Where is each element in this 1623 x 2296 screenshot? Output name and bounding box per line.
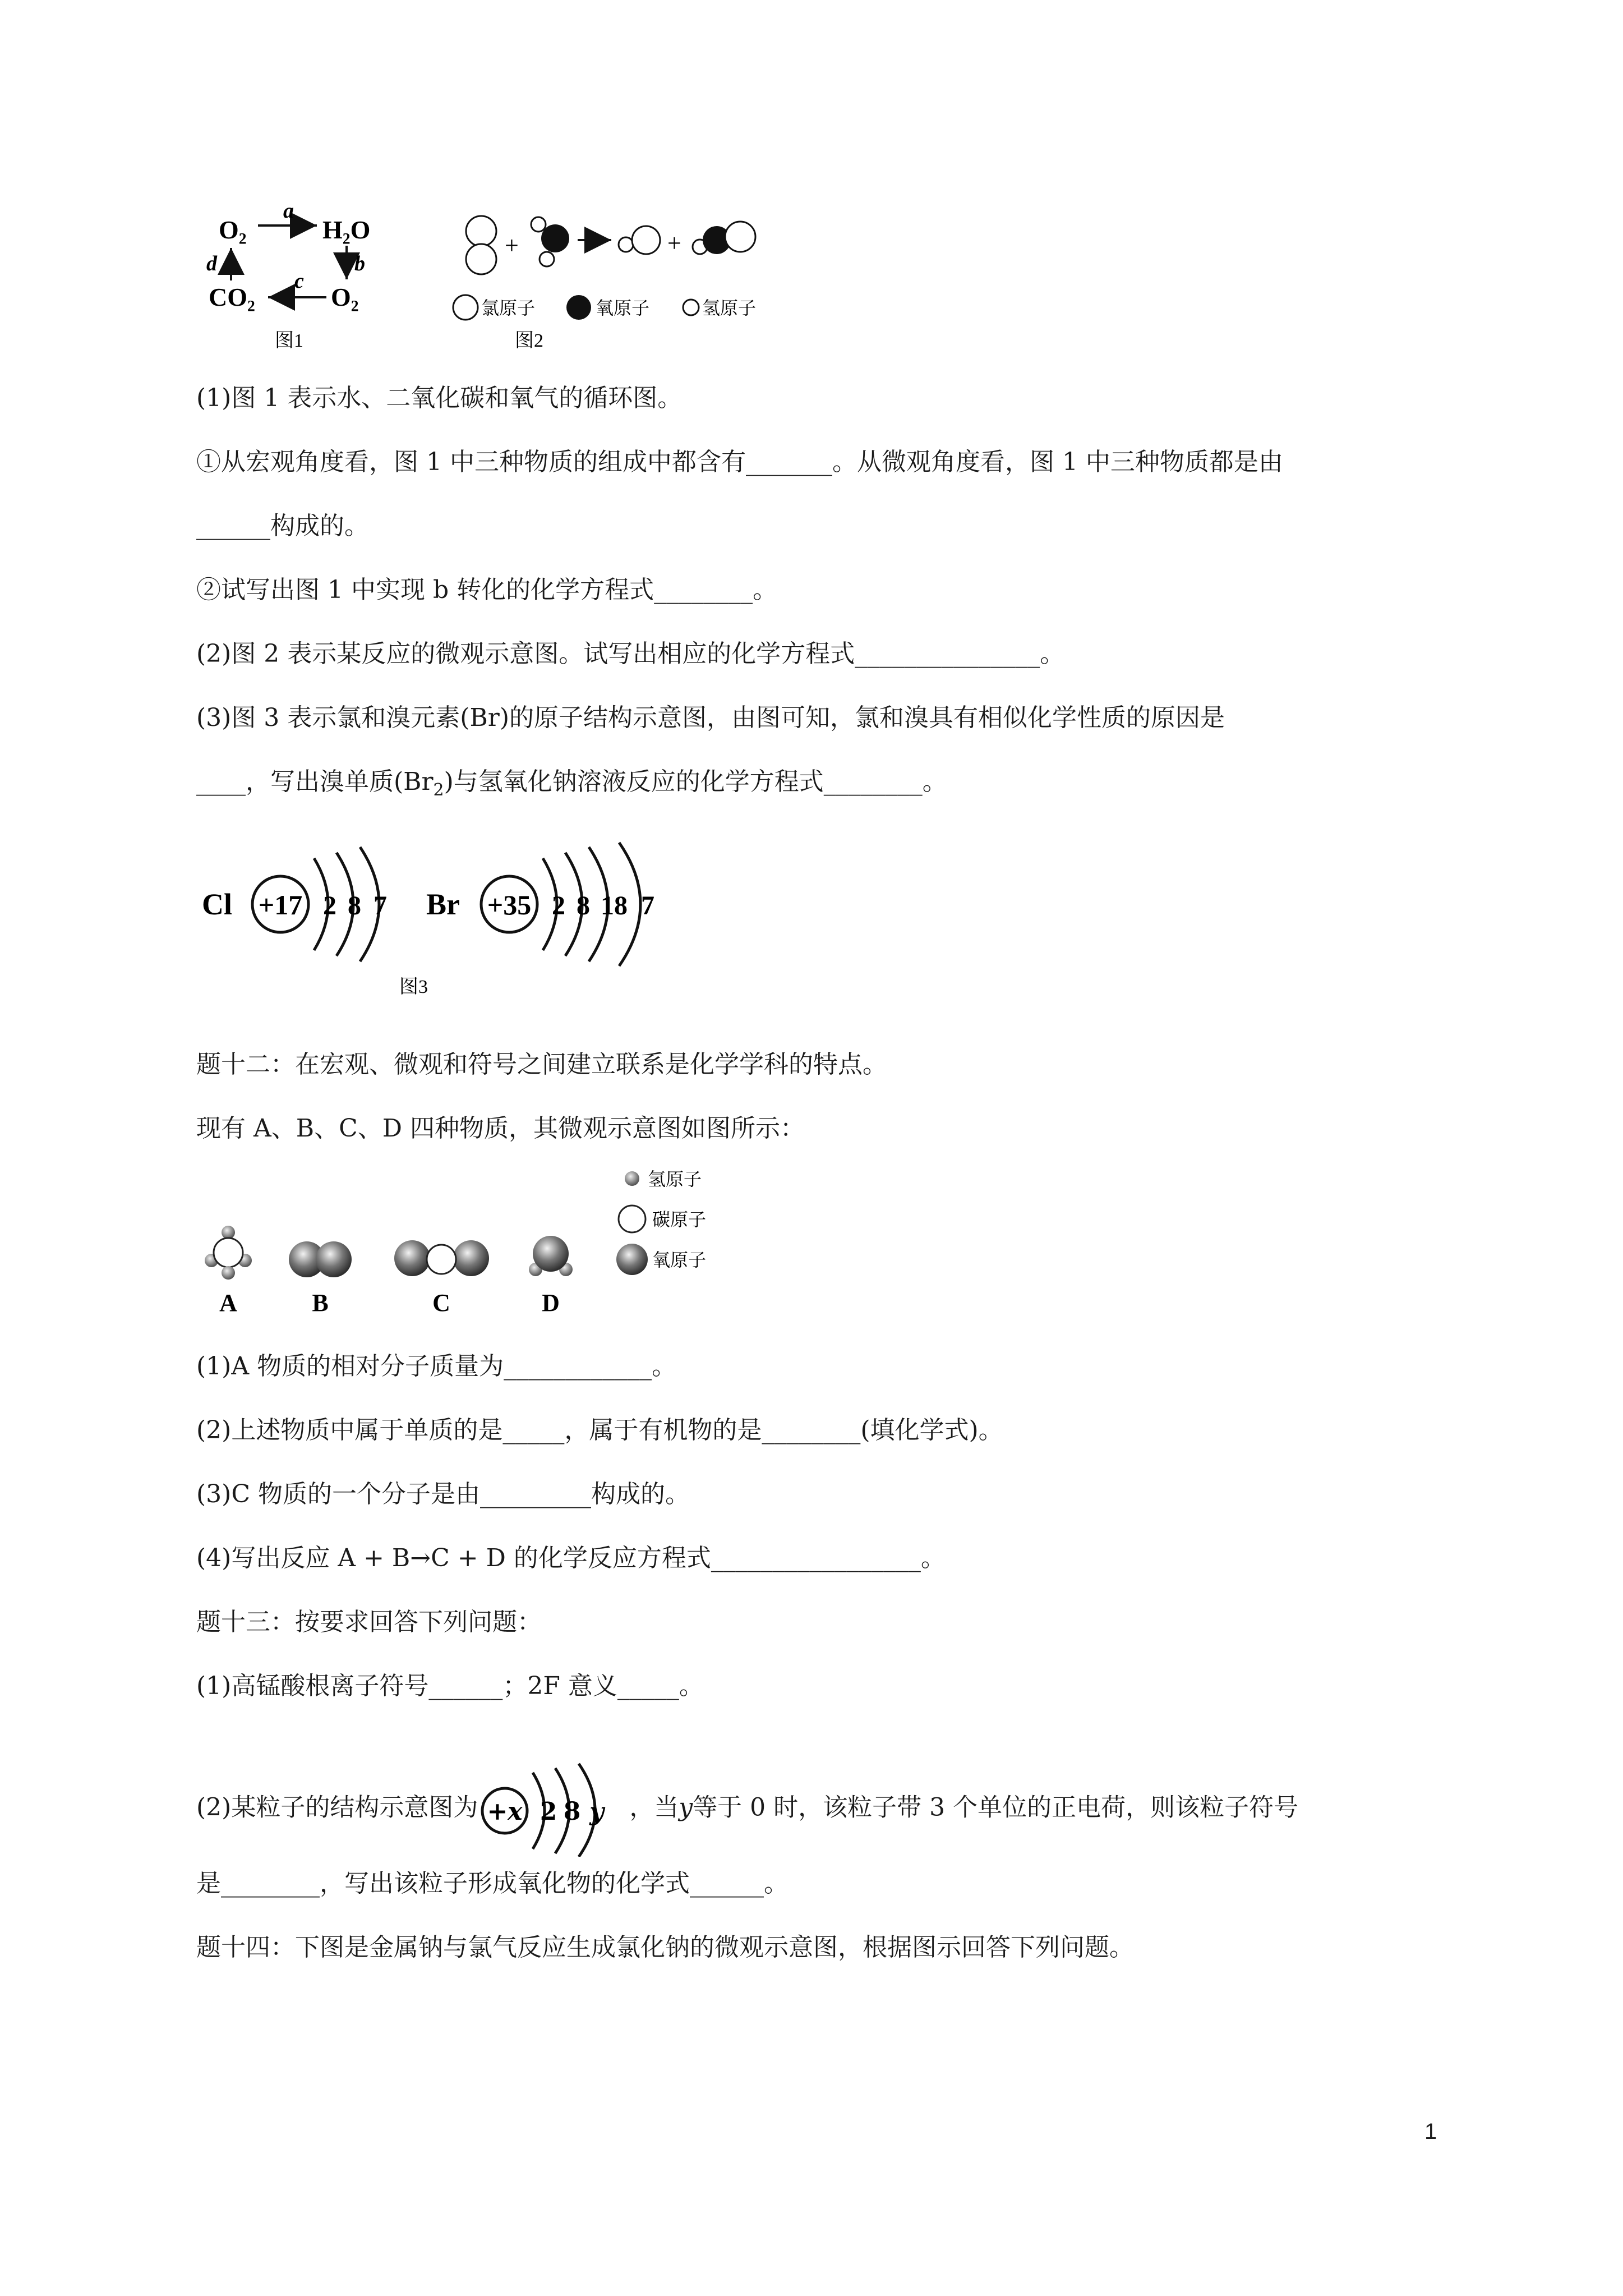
legend-hydrogen-icon bbox=[625, 1171, 639, 1186]
q12-part2: (2)上述物质中属于单质的是_____，属于有机物的是________(填化学式)。 bbox=[196, 1416, 1003, 1444]
q12-title: 题十二：在宏观、微观和符号之间建立联系是化学学科的特点。 bbox=[196, 1050, 887, 1079]
legend-carbon-label: 碳原子 bbox=[652, 1209, 707, 1230]
legend-oxygen-label: 氧原子 bbox=[596, 298, 650, 318]
oxygen-atom bbox=[394, 1240, 430, 1276]
legend-hydrogen-icon bbox=[683, 300, 699, 315]
br-shell-2: 8 bbox=[577, 891, 590, 921]
q11-part3-cont-b: )与氢氧化钠溶液反应的化学方程式________。 bbox=[444, 767, 947, 796]
q13-part2-c: 等于 0 时，该粒子带 3 个单位的正电荷，则该粒子符号 bbox=[693, 1793, 1299, 1822]
molecule-label-c: C bbox=[432, 1289, 450, 1317]
cl-nucleus-charge: +17 bbox=[258, 889, 303, 921]
legend-chlorine-icon bbox=[453, 295, 478, 320]
q11-part3-cont bbox=[196, 765, 947, 807]
legend-oxygen-icon bbox=[616, 1244, 648, 1275]
q11-part1: (1)图 1 表示水、二氧化碳和氧气的循环图。 bbox=[196, 384, 683, 412]
q11-part1-sub1-cont: ______构成的。 bbox=[196, 512, 369, 540]
hydrogen-atom bbox=[619, 237, 633, 252]
particle-nucleus-charge: +x bbox=[487, 1797, 523, 1826]
legend-hydrogen-label: 氢原子 bbox=[702, 298, 757, 318]
oxygen-atom bbox=[316, 1241, 352, 1277]
molecule-label-b: B bbox=[312, 1289, 329, 1317]
q11-part1-sub2: ②试写出图 1 中实现 b 转化的化学方程式________。 bbox=[196, 576, 778, 604]
figure-1-cycle bbox=[202, 196, 404, 359]
plus-sign: + bbox=[667, 229, 681, 257]
q11-part3: (3)图 3 表示氯和溴元素(Br)的原子结构示意图，由图可知，氯和溴具有相似化学性质的原因是 bbox=[196, 703, 1225, 732]
chlorine-atom bbox=[466, 216, 496, 246]
q13-part2-a: (2)某粒子的结构示意图为 bbox=[196, 1793, 478, 1822]
fig1-co2: CO₂ bbox=[209, 283, 255, 311]
q11-part1-sub1: ①从宏观角度看，图 1 中三种物质的组成中都含有_______。从微观角度看，图 1 中三种物质都是由 bbox=[196, 448, 1283, 476]
figure-3-atoms bbox=[202, 836, 684, 1004]
page-number: 1 bbox=[1424, 2119, 1437, 2144]
q14-title: 题十四：下图是金属钠与氯气反应生成氯化钠的微观示意图，根据图示回答下列问题。 bbox=[196, 1933, 1134, 1962]
legend-oxygen-icon bbox=[566, 295, 591, 320]
particle-shell-1: 2 bbox=[540, 1797, 557, 1826]
q11-part3-cont-a: ____，写出溴单质(Br bbox=[196, 767, 434, 796]
oxygen-atom bbox=[533, 1236, 569, 1272]
q13-part2-cont: 是________，写出该粒子形成氧化物的化学式______。 bbox=[196, 1869, 789, 1898]
q13-part2-b: ，当 bbox=[629, 1793, 679, 1822]
particle-shell-2: 8 bbox=[564, 1797, 581, 1826]
fig2-caption: 图2 bbox=[515, 330, 543, 351]
fig1-caption: 图1 bbox=[275, 330, 303, 351]
hydrogen-atom bbox=[531, 217, 546, 232]
particle-structure-diagram bbox=[478, 1761, 629, 1857]
q13-part2 bbox=[196, 1761, 1298, 1857]
fig1-label-a: a bbox=[283, 199, 294, 223]
cl-symbol: Cl bbox=[202, 887, 232, 921]
chlorine-atom bbox=[725, 222, 755, 252]
oxygen-atom bbox=[453, 1240, 489, 1276]
plus-sign: + bbox=[505, 232, 519, 259]
cl-shell-3: 7 bbox=[374, 891, 387, 921]
br-symbol: Br bbox=[426, 887, 460, 921]
hydrogen-atom bbox=[222, 1226, 235, 1239]
legend-oxygen-label: 氧原子 bbox=[652, 1250, 707, 1270]
hydrogen-atom bbox=[222, 1266, 235, 1280]
chlorine-atom bbox=[632, 226, 660, 254]
q12-intro: 现有 A、B、C、D 四种物质，其微观示意图如图所示： bbox=[196, 1114, 805, 1143]
q13-part1: (1)高锰酸根离子符号______；2F 意义_____。 bbox=[196, 1672, 704, 1700]
q13-part2-y: y bbox=[679, 1793, 693, 1822]
q11-part3-sub: 2 bbox=[433, 780, 444, 800]
hydrogen-atom bbox=[540, 252, 554, 266]
br-shell-3: 18 bbox=[601, 891, 628, 921]
br-shell-4: 7 bbox=[641, 891, 654, 921]
legend-hydrogen-label: 氢原子 bbox=[648, 1169, 702, 1189]
br-shell-1: 2 bbox=[552, 891, 565, 921]
carbon-atom bbox=[427, 1245, 456, 1274]
q12-part3: (3)C 物质的一个分子是由_________构成的。 bbox=[196, 1480, 690, 1508]
br-nucleus-charge: +35 bbox=[487, 889, 532, 921]
particle-shell-3: y bbox=[589, 1797, 605, 1826]
q12-part4: (4)写出反应 A + B→C + D 的化学反应方程式_________________。 bbox=[196, 1544, 946, 1572]
legend-chlorine-label: 氯原子 bbox=[481, 298, 536, 318]
q12-part1: (1)A 物质的相对分子质量为____________。 bbox=[196, 1352, 677, 1381]
q11-part2: (2)图 2 表示某反应的微观示意图。试写出相应的化学方程式_______________。 bbox=[196, 639, 1065, 668]
chlorine-atom bbox=[466, 244, 496, 274]
fig1-o2-top: O₂ bbox=[219, 215, 247, 244]
molecule-label-a: A bbox=[219, 1289, 237, 1317]
figure-2-reaction bbox=[449, 208, 808, 359]
fig1-label-d: d bbox=[206, 252, 217, 275]
fig1-label-b: b bbox=[354, 252, 365, 275]
carbon-atom bbox=[214, 1238, 243, 1267]
cl-shell-2: 8 bbox=[348, 891, 361, 921]
legend-carbon-icon bbox=[619, 1205, 645, 1232]
q12-molecules-figure bbox=[199, 1164, 749, 1327]
fig3-caption: 图3 bbox=[399, 977, 428, 997]
q13-title: 题十三：按要求回答下列问题： bbox=[196, 1608, 542, 1636]
cl-shell-1: 2 bbox=[323, 891, 336, 921]
oxygen-atom bbox=[541, 224, 569, 252]
fig1-o2-bottom: O₂ bbox=[331, 283, 359, 311]
fig1-label-c: c bbox=[294, 269, 304, 293]
fig1-h2o: H₂O bbox=[322, 215, 371, 244]
molecule-label-d: D bbox=[542, 1289, 560, 1317]
